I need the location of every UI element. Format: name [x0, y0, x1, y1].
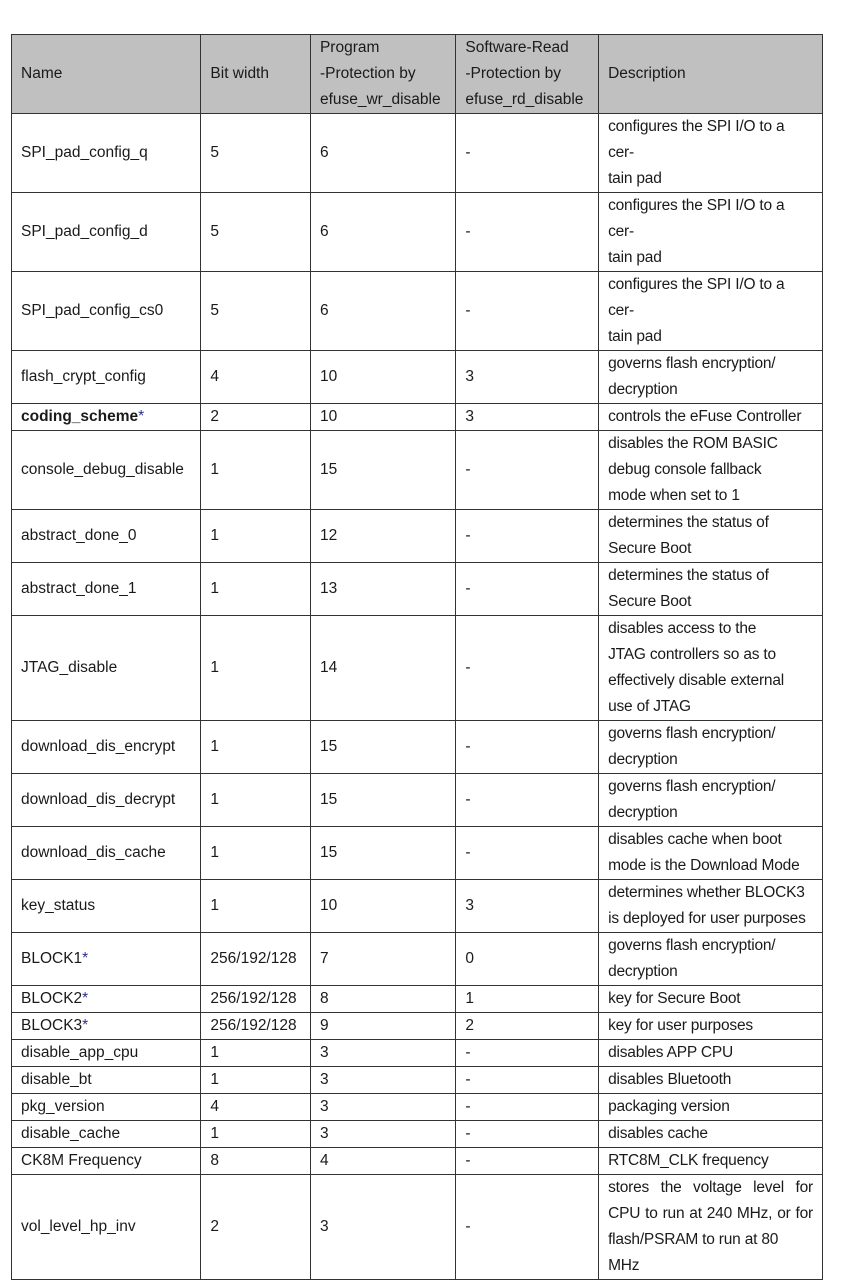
field-name: pkg_version [21, 1098, 105, 1115]
cell-read-protection: 2 [456, 1013, 599, 1040]
cell-bit-width: 256/192/128 [201, 933, 311, 986]
field-name: BLOCK1 [21, 950, 83, 967]
table-row [12, 563, 823, 616]
table-row [12, 880, 823, 933]
field-name: abstract_done_1 [21, 580, 137, 597]
cell-bit-width: 1 [201, 1121, 311, 1148]
table-row [12, 1040, 823, 1067]
description-line: tain pad [608, 249, 662, 266]
table-row [12, 431, 823, 510]
cell-description [599, 933, 823, 986]
cell-name [12, 431, 201, 510]
description-line: CPU to run at 240 MHz, or for [608, 1205, 813, 1222]
cell-name [12, 114, 201, 193]
table-row [12, 1094, 823, 1121]
cell-description [599, 827, 823, 880]
cell-description [599, 1094, 823, 1121]
field-name: download_dis_encrypt [21, 738, 176, 755]
table-row [12, 193, 823, 272]
cell-read-protection: - [456, 1067, 599, 1094]
cell-bit-width: 2 [201, 1175, 311, 1280]
cell-read-protection: - [456, 616, 599, 721]
cell-name [12, 563, 201, 616]
cell-write-protection: 15 [310, 827, 455, 880]
cell-bit-width: 1 [201, 563, 311, 616]
header-read-protection-line: Software-Read [465, 39, 569, 56]
cell-description [599, 616, 823, 721]
cell-read-protection: 3 [456, 880, 599, 933]
cell-write-protection: 3 [310, 1040, 455, 1067]
description-line: decryption [608, 751, 678, 768]
description-line: configures the SPI I/O to a cer- [608, 197, 785, 240]
cell-read-protection: 3 [456, 404, 599, 431]
field-name: key_status [21, 897, 96, 914]
cell-write-protection: 3 [310, 1067, 455, 1094]
cell-read-protection: - [456, 563, 599, 616]
cell-bit-width: 1 [201, 616, 311, 721]
cell-description [599, 351, 823, 404]
footnote-asterisk: * [82, 950, 89, 967]
description-line: decryption [608, 804, 678, 821]
cell-write-protection: 14 [310, 616, 455, 721]
field-name: download_dis_cache [21, 844, 166, 861]
header-description: Description [599, 35, 823, 114]
efuse-table [11, 34, 823, 1280]
description-line: JTAG controllers so as to [608, 646, 776, 663]
cell-read-protection: - [456, 1175, 599, 1280]
table-row [12, 1175, 823, 1280]
cell-read-protection: - [456, 1148, 599, 1175]
description-line: disables cache when boot [608, 831, 782, 848]
cell-read-protection: - [456, 272, 599, 351]
table-row [12, 827, 823, 880]
description-line: disables APP CPU [608, 1044, 733, 1061]
description-line: disables access to the [608, 620, 757, 637]
description-line: key for Secure Boot [608, 990, 741, 1007]
field-name: download_dis_decrypt [21, 791, 176, 808]
cell-name [12, 880, 201, 933]
cell-write-protection: 15 [310, 431, 455, 510]
cell-description [599, 1067, 823, 1094]
cell-write-protection: 10 [310, 880, 455, 933]
table-row [12, 404, 823, 431]
description-line: decryption [608, 381, 678, 398]
cell-read-protection: - [456, 114, 599, 193]
cell-bit-width: 1 [201, 510, 311, 563]
cell-name [12, 933, 201, 986]
cell-name [12, 1121, 201, 1148]
cell-write-protection: 7 [310, 933, 455, 986]
cell-bit-width: 5 [201, 272, 311, 351]
description-line: mode when set to 1 [608, 487, 740, 504]
table-row [12, 272, 823, 351]
cell-name [12, 1175, 201, 1280]
header-name: Name [12, 35, 201, 114]
cell-name [12, 774, 201, 827]
description-line: controls the eFuse Controller [608, 408, 802, 425]
cell-bit-width: 5 [201, 193, 311, 272]
table-row [12, 774, 823, 827]
field-name: disable_app_cpu [21, 1044, 139, 1061]
description-line: key for user purposes [608, 1017, 753, 1034]
cell-name [12, 986, 201, 1013]
description-line: governs flash encryption/ [608, 355, 776, 372]
cell-write-protection: 3 [310, 1121, 455, 1148]
footnote-asterisk: * [82, 990, 89, 1007]
header-program-protection-line: efuse_wr_disable [319, 91, 441, 108]
cell-read-protection: - [456, 1121, 599, 1148]
cell-description [599, 1175, 823, 1280]
header-program-protection [310, 35, 455, 114]
cell-read-protection: - [456, 774, 599, 827]
cell-bit-width: 1 [201, 721, 311, 774]
field-name: abstract_done_0 [21, 527, 137, 544]
description-line: Secure Boot [608, 593, 692, 610]
cell-description [599, 404, 823, 431]
field-name: SPI_pad_config_q [21, 144, 148, 161]
description-line: disables the ROM BASIC [608, 435, 778, 452]
cell-read-protection: 3 [456, 351, 599, 404]
cell-description [599, 431, 823, 510]
header-program-protection-line: -Protection by [319, 65, 416, 82]
cell-description [599, 510, 823, 563]
description-line: flash/PSRAM to run at 80 MHz [608, 1231, 779, 1274]
cell-description [599, 774, 823, 827]
cell-description [599, 721, 823, 774]
cell-description [599, 114, 823, 193]
cell-bit-width: 2 [201, 404, 311, 431]
cell-write-protection: 3 [310, 1094, 455, 1121]
cell-write-protection: 6 [310, 193, 455, 272]
description-line: determines whether BLOCK3 [608, 884, 805, 901]
table-row [12, 616, 823, 721]
field-name: BLOCK2 [21, 990, 83, 1007]
cell-write-protection: 9 [310, 1013, 455, 1040]
footnote-asterisk: * [82, 1017, 89, 1034]
cell-read-protection: 0 [456, 933, 599, 986]
field-name: disable_bt [21, 1071, 92, 1088]
cell-name [12, 351, 201, 404]
cell-name [12, 616, 201, 721]
cell-name [12, 272, 201, 351]
description-line: disables cache [608, 1125, 708, 1142]
header-bit-width: Bit width [201, 35, 311, 114]
cell-write-protection: 12 [310, 510, 455, 563]
cell-name [12, 1040, 201, 1067]
cell-name [12, 404, 201, 431]
description-line: determines the status of [608, 514, 769, 531]
cell-description [599, 1013, 823, 1040]
description-line: effectively disable external [608, 672, 784, 689]
description-line: disables Bluetooth [608, 1071, 732, 1088]
cell-write-protection: 4 [310, 1148, 455, 1175]
field-name: disable_cache [21, 1125, 121, 1142]
field-name: CK8M Frequency [21, 1152, 142, 1169]
description-line: mode is the Download Mode [608, 857, 800, 874]
header-read-protection-line: -Protection by [465, 65, 561, 82]
cell-bit-width: 1 [201, 774, 311, 827]
description-line: governs flash encryption/ [608, 725, 776, 742]
description-line: stores the voltage level for [608, 1179, 813, 1196]
description-line: configures the SPI I/O to a cer- [608, 276, 785, 319]
cell-read-protection: - [456, 431, 599, 510]
cell-bit-width: 5 [201, 114, 311, 193]
cell-description [599, 193, 823, 272]
cell-read-protection: - [456, 721, 599, 774]
field-name: SPI_pad_config_cs0 [21, 302, 164, 319]
cell-bit-width: 256/192/128 [201, 986, 311, 1013]
cell-description [599, 986, 823, 1013]
cell-bit-width: 4 [201, 1094, 311, 1121]
cell-name [12, 1094, 201, 1121]
field-name: coding_scheme [21, 408, 139, 425]
cell-write-protection: 8 [310, 986, 455, 1013]
description-line: packaging version [608, 1098, 730, 1115]
table-header-row [12, 35, 823, 114]
description-line: RTC8M_CLK frequency [608, 1152, 769, 1169]
description-line: determines the status of [608, 567, 769, 584]
table-row [12, 351, 823, 404]
cell-read-protection: - [456, 1094, 599, 1121]
cell-write-protection: 6 [310, 272, 455, 351]
description-line: governs flash encryption/ [608, 778, 776, 795]
table-row [12, 510, 823, 563]
cell-name [12, 1067, 201, 1094]
cell-name [12, 1148, 201, 1175]
cell-bit-width: 4 [201, 351, 311, 404]
table-row [12, 114, 823, 193]
table-row [12, 1067, 823, 1094]
cell-read-protection: 1 [456, 986, 599, 1013]
field-name: console_debug_disable [21, 461, 184, 478]
cell-bit-width: 1 [201, 1040, 311, 1067]
description-line: Secure Boot [608, 540, 692, 557]
table-body [12, 114, 823, 1280]
cell-write-protection: 15 [310, 774, 455, 827]
table-row [12, 986, 823, 1013]
table-row [12, 721, 823, 774]
field-name: vol_level_hp_inv [21, 1218, 136, 1235]
cell-bit-width: 256/192/128 [201, 1013, 311, 1040]
footnote-asterisk: * [138, 408, 145, 425]
header-program-protection-line: Program [319, 39, 380, 56]
cell-bit-width: 1 [201, 827, 311, 880]
table-row [12, 1121, 823, 1148]
cell-bit-width: 8 [201, 1148, 311, 1175]
cell-name [12, 510, 201, 563]
cell-description [599, 1121, 823, 1148]
header-read-protection [456, 35, 599, 114]
cell-description [599, 1040, 823, 1067]
header-read-protection-line: efuse_rd_disable [465, 91, 584, 108]
table-row [12, 1148, 823, 1175]
description-line: is deployed for user purposes [608, 910, 806, 927]
cell-write-protection: 6 [310, 114, 455, 193]
cell-write-protection: 3 [310, 1175, 455, 1280]
cell-name [12, 1013, 201, 1040]
cell-bit-width: 1 [201, 431, 311, 510]
field-name: JTAG_disable [21, 659, 118, 676]
cell-bit-width: 1 [201, 880, 311, 933]
cell-write-protection: 10 [310, 351, 455, 404]
cell-write-protection: 15 [310, 721, 455, 774]
field-name: BLOCK3 [21, 1017, 83, 1034]
cell-description [599, 563, 823, 616]
cell-write-protection: 10 [310, 404, 455, 431]
cell-description [599, 1148, 823, 1175]
cell-write-protection: 13 [310, 563, 455, 616]
cell-description [599, 880, 823, 933]
cell-read-protection: - [456, 1040, 599, 1067]
table-row [12, 933, 823, 986]
cell-read-protection: - [456, 510, 599, 563]
cell-name [12, 827, 201, 880]
description-line: decryption [608, 963, 678, 980]
cell-name [12, 721, 201, 774]
description-line: configures the SPI I/O to a cer- [608, 118, 785, 161]
description-line: tain pad [608, 328, 662, 345]
field-name: SPI_pad_config_d [21, 223, 148, 240]
description-line: debug console fallback [608, 461, 762, 478]
cell-read-protection: - [456, 193, 599, 272]
description-line: governs flash encryption/ [608, 937, 776, 954]
field-name: flash_crypt_config [21, 368, 146, 385]
cell-name [12, 193, 201, 272]
cell-bit-width: 1 [201, 1067, 311, 1094]
table-row [12, 1013, 823, 1040]
cell-read-protection: - [456, 827, 599, 880]
description-line: use of JTAG [608, 698, 691, 715]
description-line: tain pad [608, 170, 662, 187]
cell-description [599, 272, 823, 351]
